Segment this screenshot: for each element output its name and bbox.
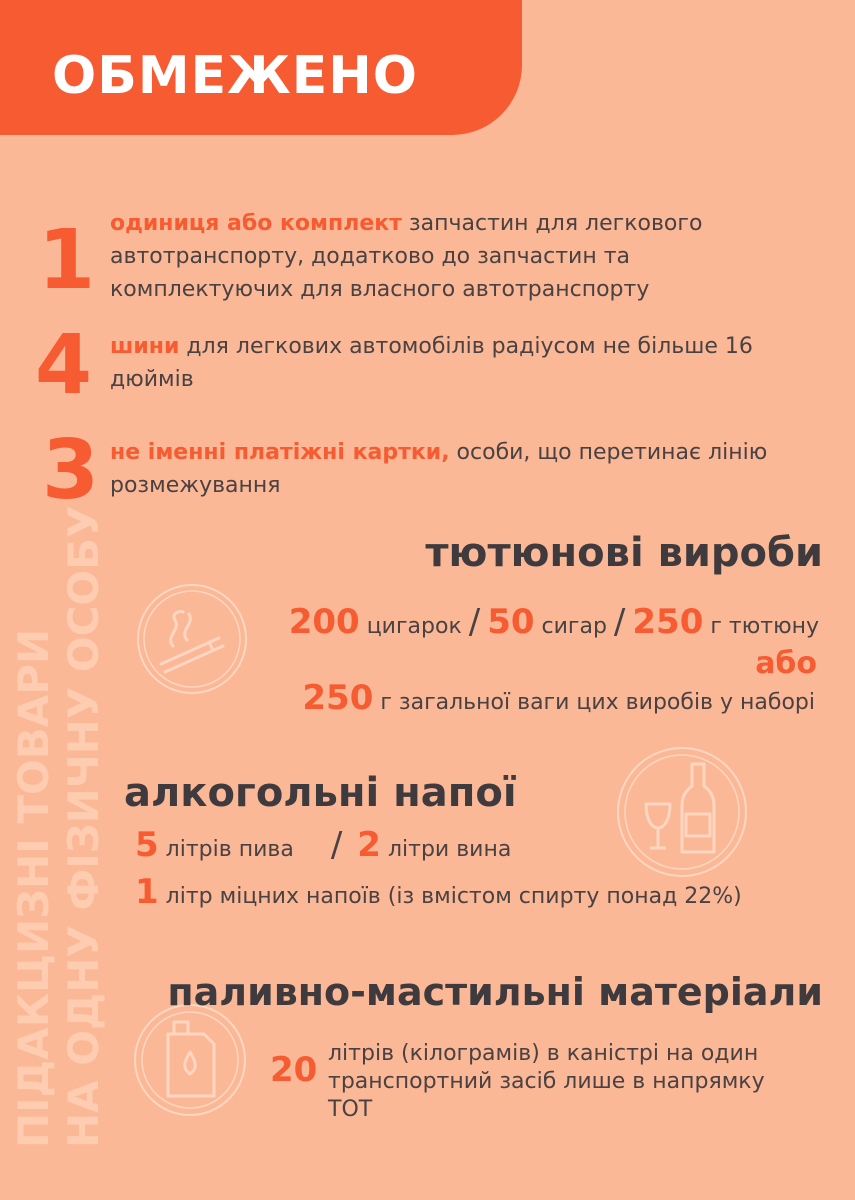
fuel-text-line3: ТОТ <box>328 1097 373 1122</box>
canister-icon <box>130 1000 250 1120</box>
item-body-3: особи, що перетинає лінію розмежування <box>110 440 768 498</box>
fuel-text <box>328 1040 765 1124</box>
cigarette-icon <box>133 580 251 698</box>
header-title: ОБМЕЖЕНО <box>52 46 419 106</box>
item-body-2: для легкових автомобілів радіусом не більше 16 дюймів <box>110 334 753 392</box>
total-weight: 250 <box>302 678 374 718</box>
tobacco-label: г тютюну <box>703 614 819 639</box>
item-number-3: 3 <box>42 423 100 518</box>
item-accent-1: одиниця або комплект <box>110 211 402 236</box>
tobacco-title: тютюнові вироби <box>425 530 823 576</box>
cigar-count: 50 <box>487 602 535 642</box>
strong-amount: 1 <box>135 872 159 912</box>
beer-amount: 5 <box>135 825 159 865</box>
item-text-3 <box>110 436 790 502</box>
item-body-1: запчастин для легкового автотранспорту, додатково до запчастин та комплектуючих для власного автотранспорту <box>110 211 703 302</box>
fuel-text-line1: літрів (кілограмів) в каністрі на один <box>328 1041 759 1066</box>
vertical-caption-line2: НА ОДНУ ФІЗИЧНУ ОСОБУ <box>59 505 108 1148</box>
fuel-title: паливно-мастильні матеріали <box>167 970 823 1014</box>
total-weight-label: г загальної ваги цих виробів у наборі <box>373 690 815 715</box>
fuel-text-line2: транспортний засіб лише в напрямку <box>328 1069 765 1094</box>
item-text-2 <box>110 330 810 396</box>
fuel-amount: 20 <box>270 1050 318 1090</box>
alcohol-line2 <box>135 872 742 912</box>
item-number-1: 1 <box>38 213 96 308</box>
slash-2: / <box>613 602 626 642</box>
alcohol-line1 <box>135 825 511 865</box>
tobacco-count: 250 <box>632 602 704 642</box>
alcohol-title: алкогольні напої <box>124 770 517 816</box>
tobacco-or: або <box>755 646 817 681</box>
tobacco-line3 <box>302 678 815 718</box>
slash-1: / <box>468 602 481 642</box>
beer-label: літрів пива <box>158 837 294 862</box>
cigarette-label: цигарок <box>359 614 469 639</box>
cigarette-count: 200 <box>288 602 360 642</box>
vertical-caption <box>9 505 139 1148</box>
cigar-label: сигар <box>534 614 614 639</box>
item-accent-2: шини <box>110 334 180 359</box>
tobacco-line1 <box>289 602 819 642</box>
alcohol-slash: / <box>330 825 343 865</box>
item-accent-3: не іменні платіжні картки, <box>110 440 450 465</box>
wine-amount: 2 <box>357 825 381 865</box>
strong-label: літр міцних напоїв (із вмістом спирту понад 22%) <box>158 884 742 909</box>
vertical-caption-line1: ПІДАКЦИЗНІ ТОВАРИ <box>9 628 58 1148</box>
item-text-1 <box>110 207 810 306</box>
wine-label: літри вина <box>380 837 512 862</box>
wine-bottle-icon <box>612 742 752 882</box>
item-number-2: 4 <box>35 318 93 413</box>
header-banner <box>0 0 522 135</box>
